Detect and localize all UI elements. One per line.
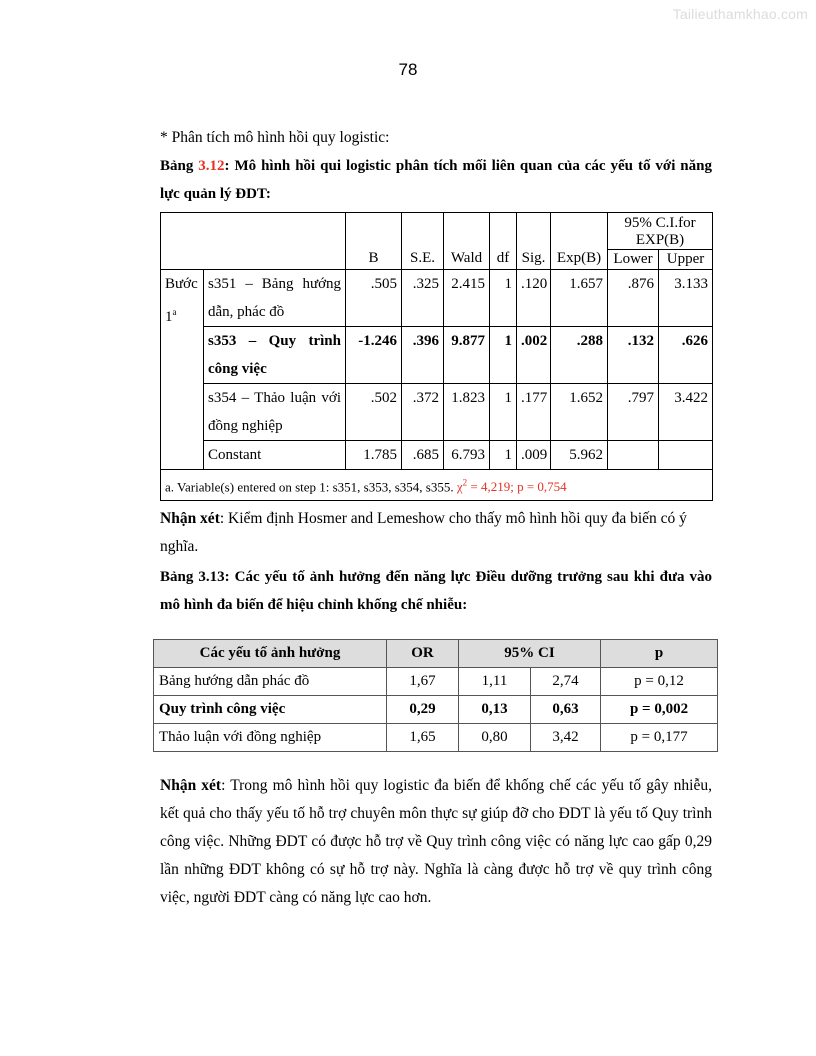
ci-header: 95% C.I.for EXP(B) xyxy=(608,213,713,250)
table2-caption: Bảng 3.13: Các yếu tố ảnh hưởng đến năng lực Điều dưỡng trưởng sau khi đưa vào mô hình đa biến để hiệu chỉnh khống chế nhiễu: xyxy=(160,569,712,614)
page-content xyxy=(160,124,712,912)
table-row: Constant 1.785 .685 6.793 1 .009 5.962 xyxy=(161,441,713,470)
table-row: s353 – Quy trình công việc -1.246 .396 9.877 1 .002 .288 .132 .626 xyxy=(161,327,713,384)
table-row: Thảo luận với đồng nghiệp 1,65 0,80 3,42 p = 0,177 xyxy=(154,724,718,752)
table1-caption: Bảng 3.12: Mô hình hồi qui logistic phân tích mối liên quan của các yếu tố với năng lực quản lý ĐDT: xyxy=(160,158,712,202)
table-row: Bảng hướng dẫn phác đồ 1,67 1,11 2,74 p = 0,12 xyxy=(154,668,718,696)
table-row: Quy trình công việc 0,29 0,13 0,63 p = 0,002 xyxy=(154,696,718,724)
intro-line: * Phân tích mô hình hồi quy logistic: xyxy=(160,129,390,146)
or-table: Các yếu tố ảnh hưởng OR 95% CI p Bảng hướng dẫn phác đồ 1,67 1,11 2,74 p = 0,12 Quy trình công việc 0,29 0,13 0,63 p = 0,002 Thảo luận với đồng nghiệp 1,65 0,80 3,42 p = 0,177 xyxy=(153,639,718,752)
page-number: 78 xyxy=(398,60,418,79)
remark-2: Nhận xét: Trong mô hình hồi quy logistic đa biến để khống chế các yếu tố gây nhiễu, kết quả cho thấy yếu tố hỗ trợ chuyên môn thực sự giúp đỡ cho ĐDT là yếu tố Quy trình công việc. Những ĐDT có được hỗ trợ về Quy trình công việc có năng lực cao gấp 0,29 lần những ĐDT không có sự hỗ trợ này. Nghĩa là càng được hỗ trợ về quy trình công việc, người ĐDT càng có năng lực cao hơn. xyxy=(160,777,712,907)
table-footnote: a. Variable(s) entered on step 1: s351, s353, s354, s355. $\chi^2 = 4,219$; p = 0,754 xyxy=(161,470,713,501)
logistic-table: B S.E. Wald df Sig. Exp(B) 95% C.I.for EXP(B) Lower Upper Bước 1$^a$ s351 – Bảng hướng dẫn, phác đồ .505 .325 2.415 1 .120 1.657 .876 3.133 s353 – Quy trình công việc -1.246 .396 9.877 1 .002 .288 .132 .626 s354 – Thảo luận với đồng nghiệp .502 .372 1.823 1 .177 1.652 .797 3.422 Constant 1.785 .685 6.793 1 .009 5.962 a. Variable(s) entered on step 1: s351, s353, s354, s355. $\chi^2 = 4,219$; p = 0,754 xyxy=(160,212,713,501)
watermark: Tailieuthamkhao.com xyxy=(672,6,808,22)
remark-1: Nhận xét: Kiểm định Hosmer and Lemeshow cho thấy mô hình hồi quy đa biến có ý nghĩa. xyxy=(160,510,687,556)
table-row: s354 – Thảo luận với đồng nghiệp .502 .372 1.823 1 .177 1.652 .797 3.422 xyxy=(161,384,713,441)
step-label: Bước 1$^a$ xyxy=(161,270,204,470)
table-row: Bước 1$^a$ s351 – Bảng hướng dẫn, phác đồ .505 .325 2.415 1 .120 1.657 .876 3.133 xyxy=(161,270,713,327)
